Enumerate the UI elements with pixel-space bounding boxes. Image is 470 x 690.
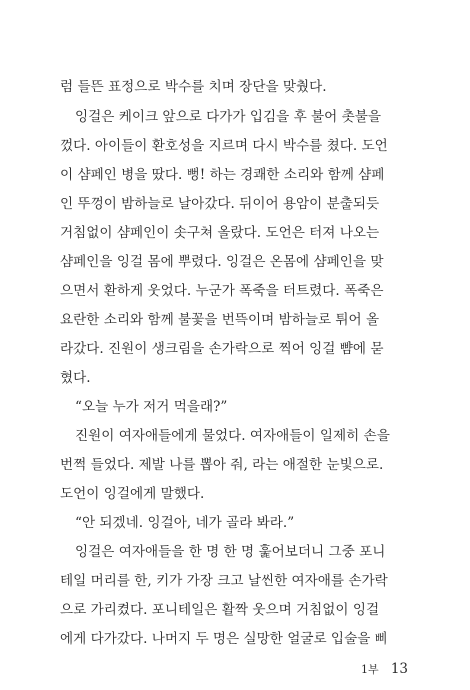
body-line: 에게 다가갔다. 나머지 두 명은 실망한 얼굴로 입술을 삐 xyxy=(60,631,388,647)
body-line: 혔다. xyxy=(60,370,91,386)
body-line: 껐다. 아이들이 환호성을 지르며 다시 박수를 쳤다. 도언 xyxy=(60,138,388,154)
body-line: 이 샴페인 병을 땄다. 뻥! 하는 경쾌한 소리와 함께 샴페 xyxy=(60,167,385,183)
body-line: 테일 머리를 한, 키가 가장 크고 날씬한 여자애를 손가락 xyxy=(60,573,388,589)
page-number: 13 xyxy=(390,661,408,677)
body-line: 인 뚜껑이 밤하늘로 날아갔다. 뒤이어 용암이 분출되듯 xyxy=(60,196,380,212)
body-line: 으면서 환하게 웃었다. 누군가 폭죽을 터트렸다. 폭죽은 xyxy=(60,283,384,299)
body-line: 으로 가리켰다. 포니테일은 활짝 웃으며 거침없이 잉걸 xyxy=(60,602,380,618)
part-label: 1부 xyxy=(361,663,379,676)
page-footer xyxy=(361,660,408,679)
body-line: 진원이 여자애들에게 물었다. 여자애들이 일제히 손을 xyxy=(75,428,390,444)
body-line: 샴페인을 잉걸 몸에 뿌렸다. 잉걸은 온몸에 샴페인을 맞 xyxy=(60,254,384,270)
body-line: “오늘 누가 저거 먹을래?” xyxy=(75,399,228,415)
body-line: 거침없이 샴페인이 솟구쳐 올랐다. 도언은 터져 나오는 xyxy=(60,225,380,241)
body-line: “안 되겠네. 잉걸아, 네가 골라 봐라.” xyxy=(75,515,295,531)
body-line: 도언이 잉걸에게 말했다. xyxy=(60,486,205,502)
body-line: 잉걸은 케이크 앞으로 다가가 입김을 후 불어 촛불을 xyxy=(75,109,382,125)
body-line: 번쩍 들었다. 제발 나를 뽑아 줘, 라는 애절한 눈빛으로. xyxy=(60,457,384,473)
body-line: 잉걸은 여자애들을 한 명 한 명 훑어보더니 그중 포니 xyxy=(75,544,386,560)
body-line: 럼 들뜬 표정으로 박수를 치며 장단을 맞췄다. xyxy=(60,79,327,95)
body-line: 요란한 소리와 함께 불꽃을 번뜩이며 밤하늘로 튀어 올 xyxy=(60,312,380,328)
body-line: 라갔다. 진원이 생크림을 손가락으로 찍어 잉걸 뺨에 묻 xyxy=(60,341,384,357)
